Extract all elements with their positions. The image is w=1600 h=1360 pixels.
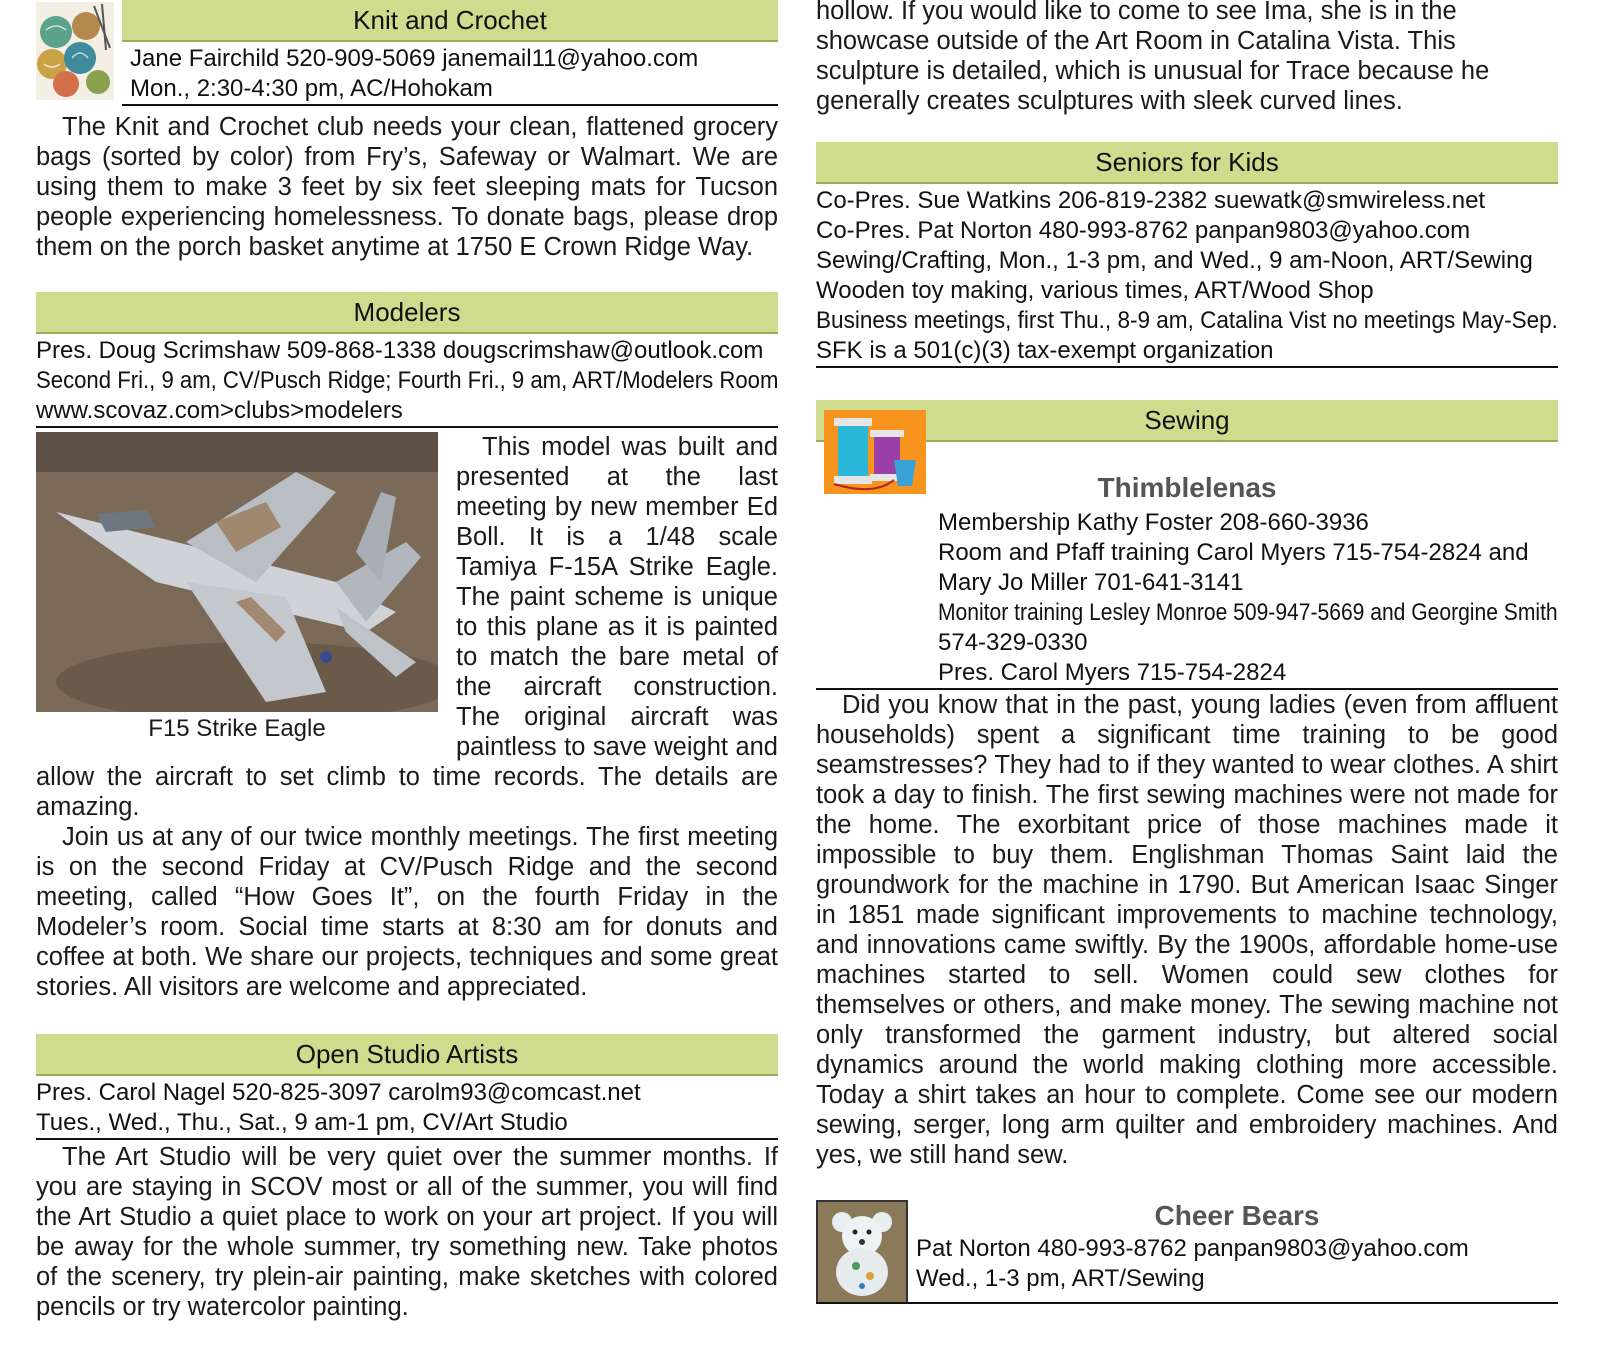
seniors-for-kids-title: Seniors for Kids: [816, 142, 1558, 184]
yarn-balls-icon: [36, 2, 114, 100]
modelers-title: Modelers: [36, 292, 778, 334]
continued-line-4: generally creates sculptures with sleek curved lines.: [816, 87, 1403, 115]
sfk-tax-exempt-line: SFK is a 501(c)(3) tax-exempt organization: [816, 337, 1274, 364]
jet-model-icon: [36, 432, 438, 712]
open-studio-president-line: Pres. Carol Nagel 520-825-3097 carolm93@comcast.net: [36, 1079, 641, 1106]
f15-model-photo: [36, 432, 438, 712]
continued-article: [816, 0, 1558, 116]
seniors-for-kids-contact: [816, 184, 1558, 368]
f15-photo-figure: [36, 432, 438, 746]
continued-line-1: hollow. If you would like to come to see Ima, she is in the: [816, 0, 1457, 25]
sewing-contact: [938, 508, 1558, 688]
thread-spools-icon: [824, 410, 926, 494]
thimblelenas-heading: Thimblelenas: [1097, 472, 1277, 503]
sewing-body: Did you know that in the past, young ladies (even from affluent households) spent a significant time training to be good seamstresses? They had to if they wanted to wear clothes. A shirt took a day to finish. The first sewing machines were not made for the home. The exorbitant price of those machines made it impossible to buy them. Englishman Thomas Saint laid the groundwork for the machine in 1790. But American Isaac Singer in 1851 made significant improvements to machine technology, and innovations came swiftly. By the 1900s, affordable home-use machines started to sell. Women could sew clothes for themselves or others, and make money. The sewing machine not only transformed the garment industry, but altered social dynamics around the world making clothing more accessible. Today a shirt takes an hour to complete. Come see our modern sewing, serger, long arm quilter and embroidery machines. And yes, we still hand sew.: [816, 691, 1558, 1169]
sewing-membership-line: Membership Kathy Foster 208-660-3936: [938, 509, 1369, 536]
open-studio-body: The Art Studio will be very quiet over the summer months. If you are staying in SCOV most or all of the summer, you will find the Art Studio a quiet place to work on your art project. If you will be away for the whole summer, try something new. Take photos of the scenery, try plein-air painting, make sketches with colored pencils or try watercolor painting.: [36, 1143, 778, 1321]
sfk-copres-2-line: Co-Pres. Pat Norton 480-993-8762 panpan9803@yahoo.com: [816, 217, 1471, 244]
teddy-bear-icon: [816, 1200, 908, 1304]
knit-contact-line: Jane Fairchild 520-909-5069 janemail11@yahoo.com: [130, 45, 699, 72]
cheer-bears-section: [816, 1200, 1558, 1304]
right-column: [816, 0, 1558, 1304]
cheer-bears-schedule-line: Wed., 1-3 pm, ART/Sewing: [916, 1265, 1205, 1292]
cheer-bears-heading: Cheer Bears: [1154, 1200, 1320, 1231]
open-studio-contact: [36, 1076, 778, 1140]
cheer-bears-divider: [816, 1302, 1558, 1304]
modelers-paragraph-1: This model was built and presented at the last meeting by new member Ed Boll. It is a 1/48 scale Tamiya F-15A Strike Eagle. The paint scheme is unique to this plane as it is painted to match the bare metal of the aircraft construction. The original aircraft was paintless to save weight and allow the aircraft to set climb to time records. The details are amazing.: [36, 433, 778, 821]
modelers-contact: [36, 334, 778, 428]
knit-crochet-body: The Knit and Crochet club needs your clean, flattened grocery bags (sorted by color) from Fry’s, Safeway or Walmart. We are using them to make 3 feet by six feet sleeping mats for Tucson people experiencing homelessness. To donate bags, please drop them on the porch basket anytime at 1750 E Crown Ridge Way.: [36, 113, 778, 261]
sewing-monitor-training-line: Monitor training Lesley Monroe 509-947-5669 and Georgine Smith: [938, 599, 1558, 626]
knit-crochet-contact: [122, 42, 778, 106]
knit-crochet-title: Knit and Crochet: [122, 0, 778, 42]
cheer-bears-contact-line: Pat Norton 480-993-8762 panpan9803@yahoo.com: [916, 1235, 1469, 1262]
sewing-room-training-line: Room and Pfaff training Carol Myers 715-754-2824 and: [938, 539, 1529, 566]
f15-caption: F15 Strike Eagle: [148, 715, 326, 742]
sewing-room-training-line-2: Mary Jo Miller 701-641-3141: [938, 569, 1244, 596]
seniors-for-kids-section: [816, 142, 1558, 368]
modelers-section: [36, 292, 778, 1002]
sfk-business-line: Business meetings, first Thu., 8-9 am, Catalina Vist no meetings May-Sep.: [816, 307, 1558, 334]
modelers-website-line: www.scovaz.com>clubs>modelers: [36, 397, 403, 424]
continued-line-3: sculpture is detailed, which is unusual for Trace because he: [816, 57, 1490, 85]
cheer-bears-contact: [916, 1234, 1558, 1294]
modelers-paragraph-2: Join us at any of our twice monthly meetings. The first meeting is on the second Friday at CV/Pusch Ridge and the second meeting, called “How Goes It”, on the fourth Friday in the Modeler’s room. Social time starts at 8:30 am for donuts and coffee at both. We share our projects, techniques and some great stories. All visitors are welcome and appreciated.: [36, 823, 778, 1001]
sfk-copres-1-line: Co-Pres. Sue Watkins 206-819-2382 suewatk@smwireless.net: [816, 187, 1486, 214]
sewing-title: Sewing: [816, 400, 1558, 442]
sewing-monitor-training-line-2: 574-329-0330: [938, 629, 1088, 656]
knit-crochet-section: [36, 0, 778, 262]
sfk-wooden-toys-line: Wooden toy making, various times, ART/Wood Shop: [816, 277, 1374, 304]
open-studio-section: [36, 1034, 778, 1322]
sewing-president-line: Pres. Carol Myers 715-754-2824: [938, 659, 1287, 686]
knit-schedule-line: Mon., 2:30-4:30 pm, AC/Hohokam: [130, 75, 493, 102]
sfk-sewing-line: Sewing/Crafting, Mon., 1-3 pm, and Wed., 9 am-Noon, ART/Sewing: [816, 247, 1533, 274]
continued-line-2: showcase outside of the Art Room in Catalina Vista. This: [816, 27, 1456, 55]
open-studio-title: Open Studio Artists: [36, 1034, 778, 1076]
sewing-section: [816, 400, 1558, 1170]
open-studio-schedule-line: Tues., Wed., Thu., Sat., 9 am-1 pm, CV/Art Studio: [36, 1109, 568, 1136]
left-column: [36, 0, 778, 1322]
modelers-schedule-line: Second Fri., 9 am, CV/Pusch Ridge; Fourth Fri., 9 am, ART/Modelers Room: [36, 367, 779, 394]
modelers-president-line: Pres. Doug Scrimshaw 509-868-1338 dougscrimshaw@outlook.com: [36, 337, 764, 364]
